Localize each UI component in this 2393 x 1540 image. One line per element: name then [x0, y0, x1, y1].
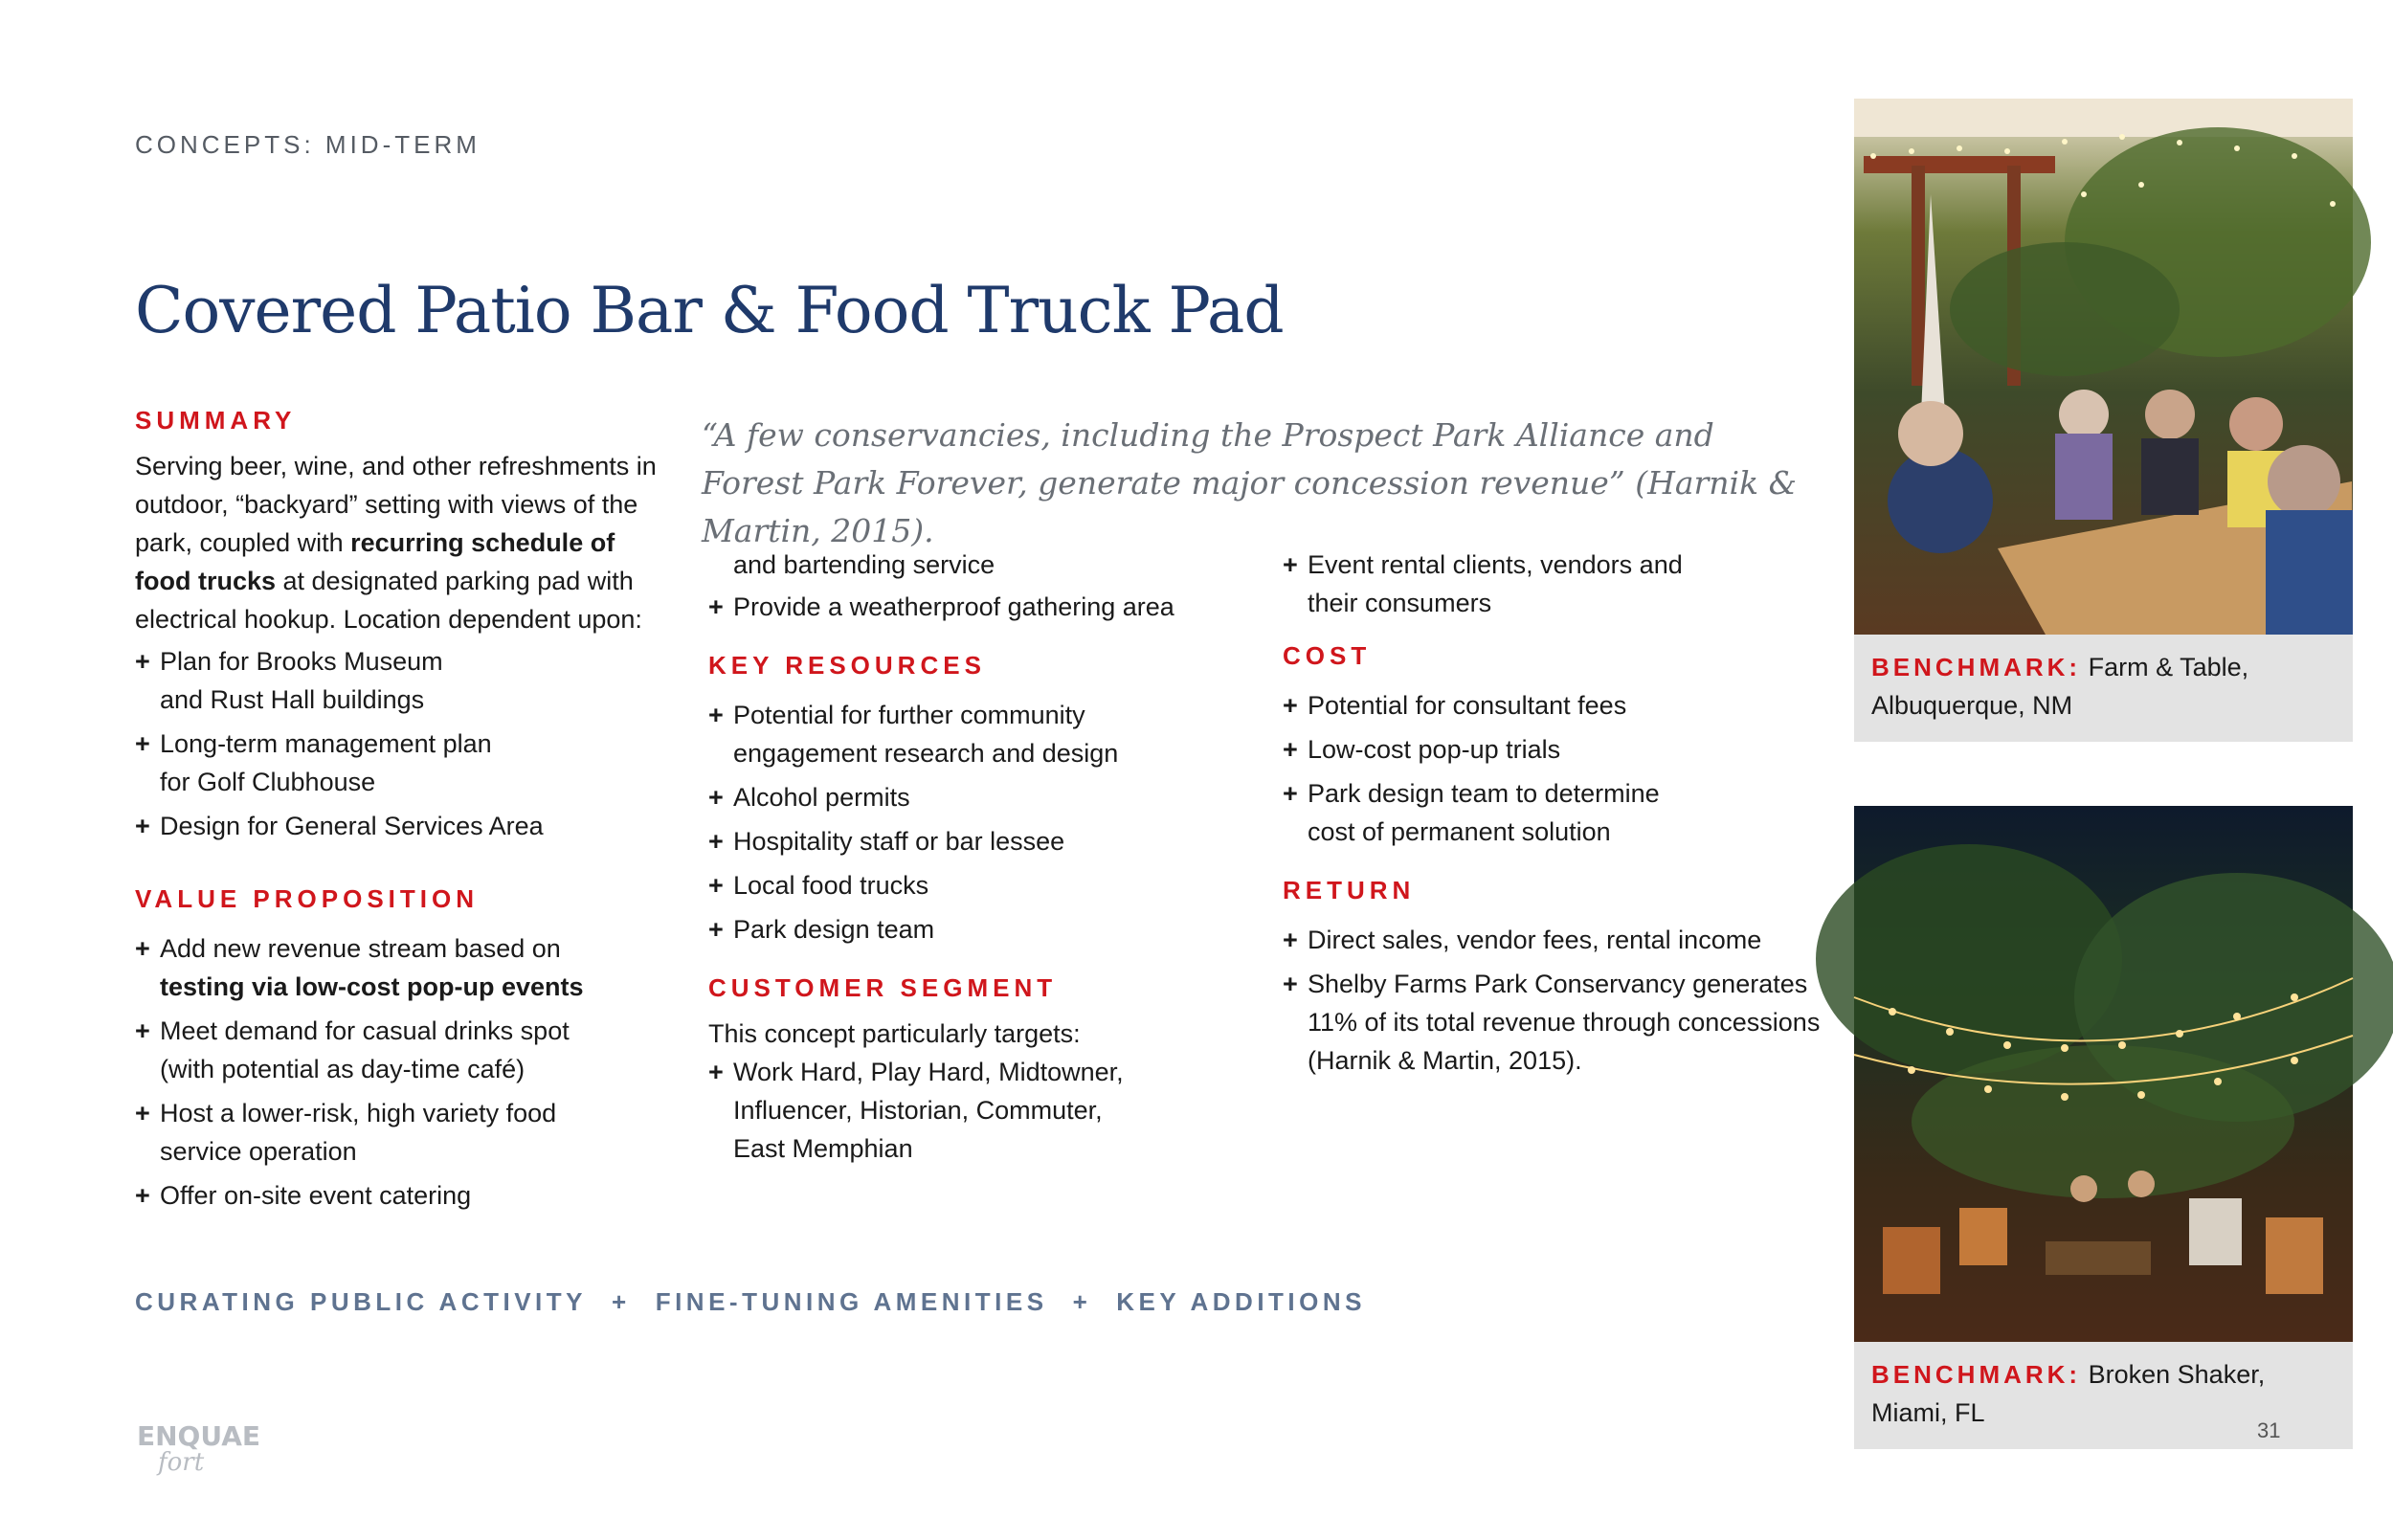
list-item: + Plan for Brooks Museum and Rust Hall buildings [135, 642, 447, 719]
return-heading: RETURN [1283, 876, 1416, 904]
benchmark-caption [1854, 635, 2353, 742]
footer-nav-item: CURATING PUBLIC ACTIVITY [135, 1287, 587, 1316]
footer-nav-separator: + [612, 1287, 631, 1316]
key-resources-list [708, 696, 1244, 949]
list-item [135, 929, 619, 1006]
list-item: + Design for General Services Area [135, 807, 657, 845]
page-number: 31 [2257, 1418, 2281, 1442]
list-item: + Potential for further community engagement research and design [708, 696, 1174, 772]
customer-segment-list [708, 1053, 1244, 1168]
logo-text-top: ENQUAE [137, 1420, 261, 1452]
benchmark-label: BENCHMARK: [1871, 1360, 2082, 1389]
summary-section [135, 406, 657, 851]
benchmark-name: Broken Shaker, [2088, 1360, 2266, 1389]
footer-nav-item: KEY ADDITIONS [1116, 1287, 1366, 1316]
list-item: + Direct sales, vendor fees, rental income [1283, 921, 1819, 959]
page-title: Covered Patio Bar & Food Truck Pad [135, 274, 1284, 347]
customer-segment-heading: CUSTOMER SEGMENT [708, 973, 1058, 1002]
continued-text: and bartending service [733, 550, 995, 579]
mid-column [708, 546, 1244, 1173]
customer-segment-intro: This concept particularly targets: [708, 1019, 1081, 1048]
footer-nav [135, 1287, 1366, 1317]
key-resources-heading: KEY RESOURCES [708, 651, 986, 680]
list-item: + Alcohol permits [708, 778, 1244, 816]
logo-icon [135, 1417, 261, 1480]
benchmark-card [1854, 99, 2353, 742]
list-item: + Meet demand for casual drinks spot (with potential as day-time café) [135, 1012, 600, 1088]
list-item: + Provide a weatherproof gathering area [708, 588, 1244, 626]
value-item-text: Add new revenue stream based on [160, 934, 561, 963]
list-item: + Low-cost pop-up trials [1283, 730, 1819, 769]
list-item: + Event rental clients, vendors and their consumers [1283, 546, 1690, 622]
value-proposition-heading: VALUE PROPOSITION [135, 884, 479, 913]
benchmark-location: Miami, FL [1871, 1398, 1985, 1427]
summary-list [135, 642, 657, 845]
right-column [1283, 546, 1819, 1085]
summary-intro-bold: recurring schedule of food trucks [135, 528, 615, 595]
continued-list [1283, 546, 1819, 622]
cost-list [1283, 686, 1819, 851]
cost-heading: COST [1283, 641, 1372, 670]
list-item: + Hospitality staff or bar lessee [708, 822, 1244, 860]
benchmark-location: Albuquerque, NM [1871, 691, 2073, 720]
continued-list [708, 588, 1244, 626]
summary-intro-a: Serving beer, wine, and other refreshments in outdoor, “backyard” setting with views of the park, coupled with [135, 452, 657, 557]
list-item: + Local food trucks [708, 866, 1244, 904]
patio-dining-photo [1854, 99, 2353, 635]
return-list [1283, 921, 1819, 1080]
list-item: + Park design team to determine cost of permanent solution [1283, 774, 1710, 851]
summary-intro-b: at designated parking pad with electrical hookup. Location dependent upon: [135, 567, 642, 634]
garden-bar-photo [1854, 806, 2353, 1342]
benchmark-card [1854, 806, 2353, 1449]
value-proposition-section [135, 884, 657, 1220]
footer-nav-item: FINE-TUNING AMENITIES [655, 1287, 1048, 1316]
pull-quote: “A few conservancies, including the Prospect Park Alliance and Forest Park Forever, generate major concession revenue” (Harnik & Martin, 2015). [702, 416, 1797, 549]
summary-heading: SUMMARY [135, 406, 297, 435]
list-item: + Host a lower-risk, high variety food service operation [135, 1094, 562, 1171]
benchmark-label: BENCHMARK: [1871, 653, 2082, 681]
list-item: + Shelby Farms Park Conservancy generates 11% of its total revenue through concessions (Harnik & Martin, 2015). [1283, 965, 1824, 1080]
footer-nav-separator: + [1072, 1287, 1092, 1316]
value-proposition-list [135, 929, 657, 1215]
list-item: + Work Hard, Play Hard, Midtowner, Influencer, Historian, Commuter, East Memphian [708, 1053, 1145, 1168]
benchmark-name: Farm & Table, [2088, 653, 2249, 681]
section-label: CONCEPTS: MID-TERM [135, 130, 481, 159]
list-item: + Offer on-site event catering [135, 1176, 657, 1215]
summary-text [135, 447, 657, 638]
value-item-bold: testing via low-cost pop-up events [160, 972, 584, 1001]
list-item: + Park design team [708, 910, 1244, 949]
logo-text-bottom: fort [158, 1448, 205, 1477]
list-item: + Potential for consultant fees [1283, 686, 1819, 725]
list-item: + Long-term management plan for Golf Clubhouse [135, 725, 514, 801]
